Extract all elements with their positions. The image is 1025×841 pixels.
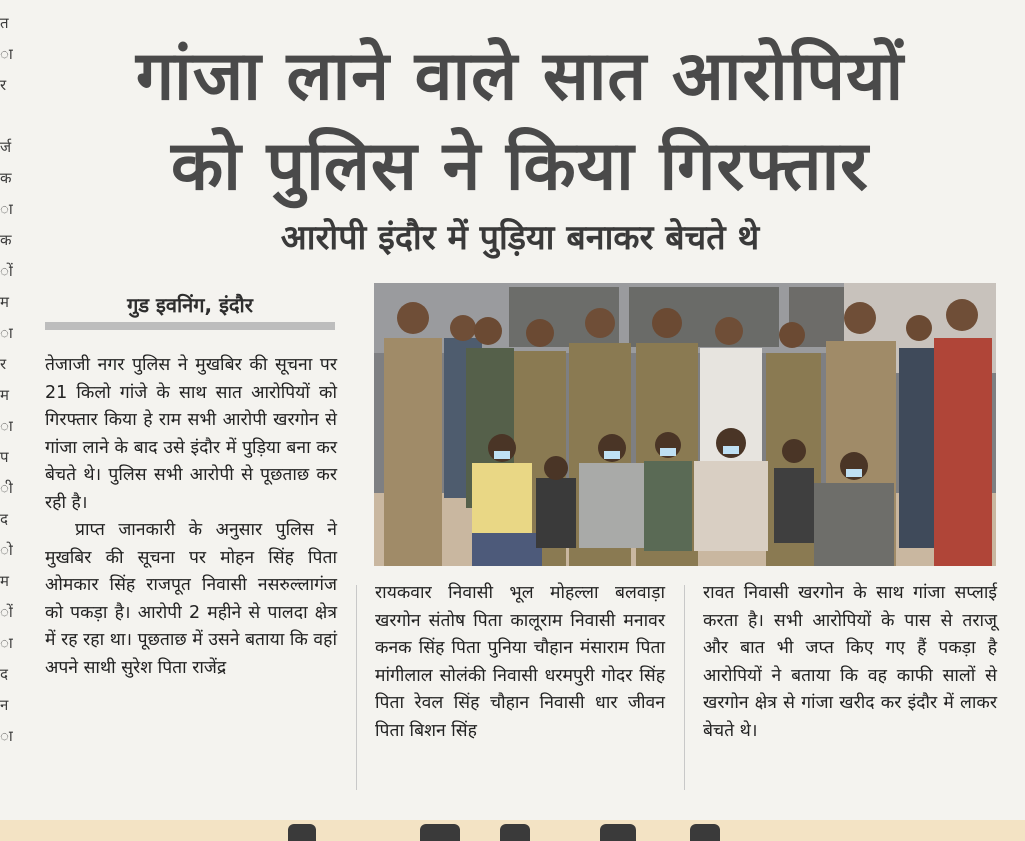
next-article-headline-fragment — [0, 820, 1025, 841]
headline-line-2: को पुलिस ने किया गिरफ्तार — [170, 127, 869, 206]
column-divider — [684, 585, 685, 790]
edge-glyph: म — [0, 293, 9, 311]
article-paragraph-1: तेजाजी नगर पुलिस ने मुखबिर की सूचना पर 21 किलो गांजे के साथ सात आरोपियों को गिरफ्तार किया हे राम सभी आरोपी खरगोन से गांजा लाने के बाद उसे इंदौर में पुड़िया बना कर बेचते थे। पुलिस सभी आरोपी से पूछताछ कर रही है। — [45, 355, 337, 513]
article-column-3 — [703, 580, 997, 745]
edge-glyph: ा — [0, 45, 13, 63]
edge-glyph: र — [0, 355, 7, 373]
edge-glyph: द — [0, 510, 8, 528]
edge-glyph: म — [0, 572, 9, 590]
group-photo-icon — [374, 283, 996, 566]
column-divider — [356, 585, 357, 790]
edge-glyph: र — [0, 76, 7, 94]
edge-glyph: ा — [0, 324, 13, 342]
edge-glyph: न — [0, 696, 9, 714]
edge-glyph: ा — [0, 417, 13, 435]
edge-glyph: ों — [0, 262, 13, 280]
adjacent-column-fragment — [0, 8, 14, 768]
edge-glyph: म — [0, 386, 9, 404]
byline-text: गुड इवनिंग, इंदौर — [127, 293, 253, 317]
subheadline: आरोपी इंदौर में पुड़िया बनाकर बेचते थे — [280, 218, 760, 258]
edge-glyph: ा — [0, 727, 13, 745]
edge-glyph: ी — [0, 479, 13, 497]
article-paragraph-3: रायकवार निवासी भूल मोहल्ला बलवाड़ा खरगोन संतोष पिता कालूराम निवासी मनावर कनक सिंह पिता पुनिया चौहान मंसाराम पिता मांगीलाल सोलंकी निवासी धरमपुरी गोदर सिंह पिता रेवल सिंह चौहान निवासी धार जीवन पिता बिशन सिंह — [375, 583, 665, 741]
edge-glyph: ा — [0, 200, 13, 218]
article-column-1 — [45, 352, 337, 682]
edge-glyph: ो — [0, 541, 13, 559]
edge-glyph: ों — [0, 603, 13, 621]
edge-glyph — [0, 101, 14, 132]
headline-line-1: गांजा लाने वाले सात आरोपियों — [135, 37, 905, 116]
edge-glyph: क — [0, 169, 12, 187]
news-photo — [374, 283, 996, 566]
edge-glyph: त — [0, 14, 9, 32]
edge-glyph: ा — [0, 634, 13, 652]
edge-glyph: प — [0, 448, 9, 466]
edge-glyph: क — [0, 231, 12, 249]
byline-rule — [45, 322, 335, 330]
byline — [45, 290, 335, 330]
article-column-2 — [375, 580, 665, 745]
edge-glyph: द — [0, 665, 8, 683]
edge-glyph: र्ज — [0, 138, 12, 156]
article-paragraph-4: रावत निवासी खरगोन के साथ गांजा सप्लाई करता है। सभी आरोपियों के पास से तराजू और बात भी जप्त किए गए हैं पकड़ा है आरोपियों ने बताया कि वह काफी सालों से खरगोन क्षेत्र से गांजा खरीद कर इंदौर में लाकर बेचते थे। — [703, 583, 997, 741]
article-paragraph-2: प्राप्त जानकारी के अनुसार पुलिस ने मुखबिर की सूचना पर मोहन सिंह पिता ओमकार सिंह राजपूत निवासी नसरुल्लागंज को पकड़ा है। आरोपी 2 महीने से पालदा क्षेत्र में रह रहा था। पूछताछ में उसने बताया कि वहां अपने साथी सुरेश पिता राजेंद्र — [45, 520, 337, 678]
